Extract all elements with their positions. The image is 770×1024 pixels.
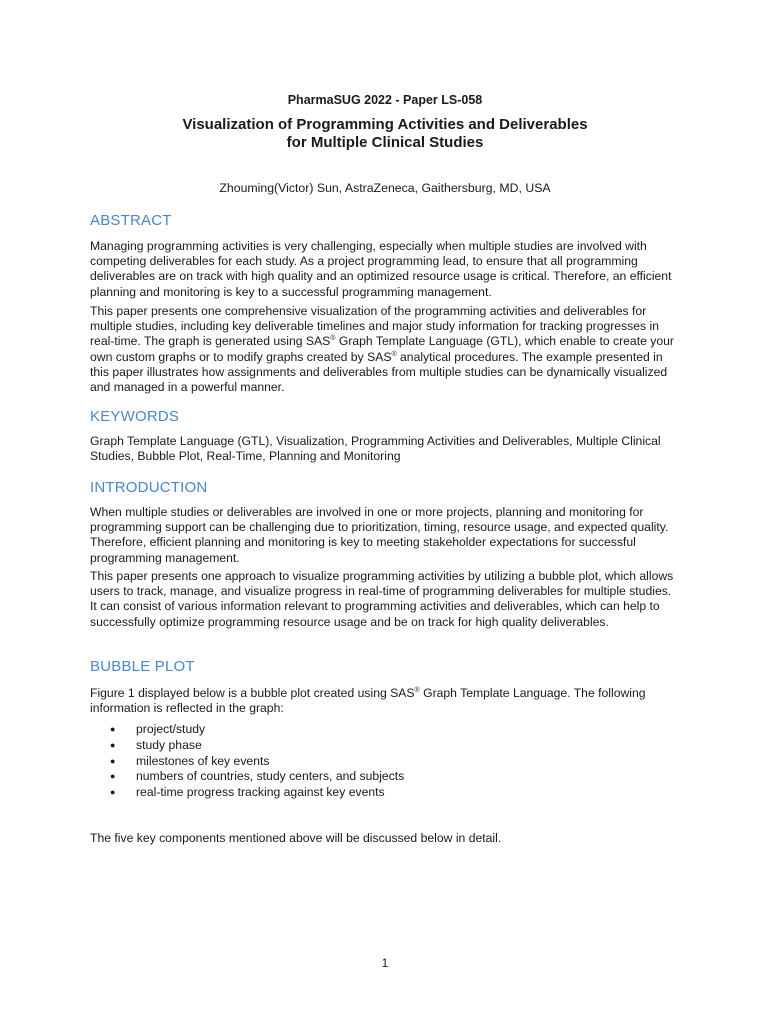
bullet-icon: ● xyxy=(110,787,116,798)
list-item xyxy=(90,738,404,754)
bullet-icon: ● xyxy=(110,771,116,782)
keywords-text: Graph Template Language (GTL), Visualization, Programming Activities and Deliverables, Multiple Clinical Studies, Bubble Plot, Real-Time, Planning and Monitoring xyxy=(90,434,661,464)
page-number: 1 xyxy=(381,956,389,970)
abstract-p2-part-a: This paper presents one comprehensive visualization of the programming activities and deliverables for multiple studies, including key deliverable timelines and major study information for tracking progresses in real-time. The graph is generated using SAS xyxy=(90,304,660,349)
bullet-icon: ● xyxy=(110,739,116,750)
paper-title xyxy=(0,116,770,152)
list-item xyxy=(90,785,404,801)
author-line: Zhouming(Victor) Sun, AstraZeneca, Gaithersburg, MD, USA xyxy=(219,181,551,195)
registered-mark: ® xyxy=(414,686,420,694)
introduction-heading: INTRODUCTION xyxy=(90,479,208,496)
abstract-paragraph-2 xyxy=(90,304,680,395)
list-item-text: milestones of key events xyxy=(136,753,270,768)
abstract-p2-part-c: analytical procedures. The example presented in this paper illustrates how assignments and deliverables from multiple studies can be dynamically visualized and managed in a powerful manner. xyxy=(90,349,668,395)
list-item xyxy=(90,722,404,738)
abstract-p2-part-b: Graph Template Language (GTL), which enable to create your own custom graphs or to modify graphs created by SAS xyxy=(90,334,674,364)
introduction-paragraph-2: This paper presents one approach to visualize programming activities by utilizing a bubble plot, which allows users to track, manage, and visualize progress in real-time of programming deliverables for multiple studies. It can consist of various information relevant to programming activities and deliverables, which can help to successfully optimize programming resource usage and be on track for high quality deliverables. xyxy=(90,569,674,629)
title-line-2: for Multiple Clinical Studies xyxy=(286,134,484,151)
bubble-intro-part-b: Graph Template Language. The following information is reflected in the graph: xyxy=(90,686,646,716)
list-item xyxy=(90,754,404,770)
bubble-plot-list xyxy=(90,722,404,801)
bullet-icon: ● xyxy=(110,755,116,766)
list-item-text: real-time progress tracking against key events xyxy=(136,785,385,800)
bullet-icon: ● xyxy=(110,724,116,734)
list-item-text: study phase xyxy=(136,737,202,752)
bubble-plot-closing: The five key components mentioned above will be discussed below in detail. xyxy=(90,831,502,845)
bubble-plot-intro xyxy=(90,686,680,716)
list-item xyxy=(90,769,404,785)
registered-mark: ® xyxy=(391,350,397,358)
bubble-intro-part-a: Figure 1 displayed below is a bubble plot created using SAS xyxy=(90,686,415,700)
conference-label: PharmaSUG 2022 - Paper LS-058 xyxy=(287,93,483,107)
title-line-1: Visualization of Programming Activities and Deliverables xyxy=(182,116,588,133)
bubble-plot-heading: BUBBLE PLOT xyxy=(90,658,195,675)
abstract-heading: ABSTRACT xyxy=(90,212,172,229)
keywords-heading: KEYWORDS xyxy=(90,408,180,425)
registered-mark: ® xyxy=(330,335,336,343)
list-item-text: numbers of countries, study centers, and subjects xyxy=(136,769,405,784)
introduction-paragraph-1: When multiple studies or deliverables are involved in one or more projects, planning and monitoring for programming support can be challenging due to prioritization, timing, resource usage, and expected quality. Therefore, efficient planning and monitoring is key to meeting stakeholder expectations for successful programming management. xyxy=(90,505,669,565)
list-item-text: project/study xyxy=(136,722,206,736)
abstract-paragraph-1: Managing programming activities is very challenging, especially when multiple studies are involved with competing deliverables for each study. As a project programming lead, to ensure that all programming deliverables are on track with high quality and an optimized resource usage is critical. Therefore, an efficient planning and monitoring is key to a successful programming management. xyxy=(90,239,672,299)
